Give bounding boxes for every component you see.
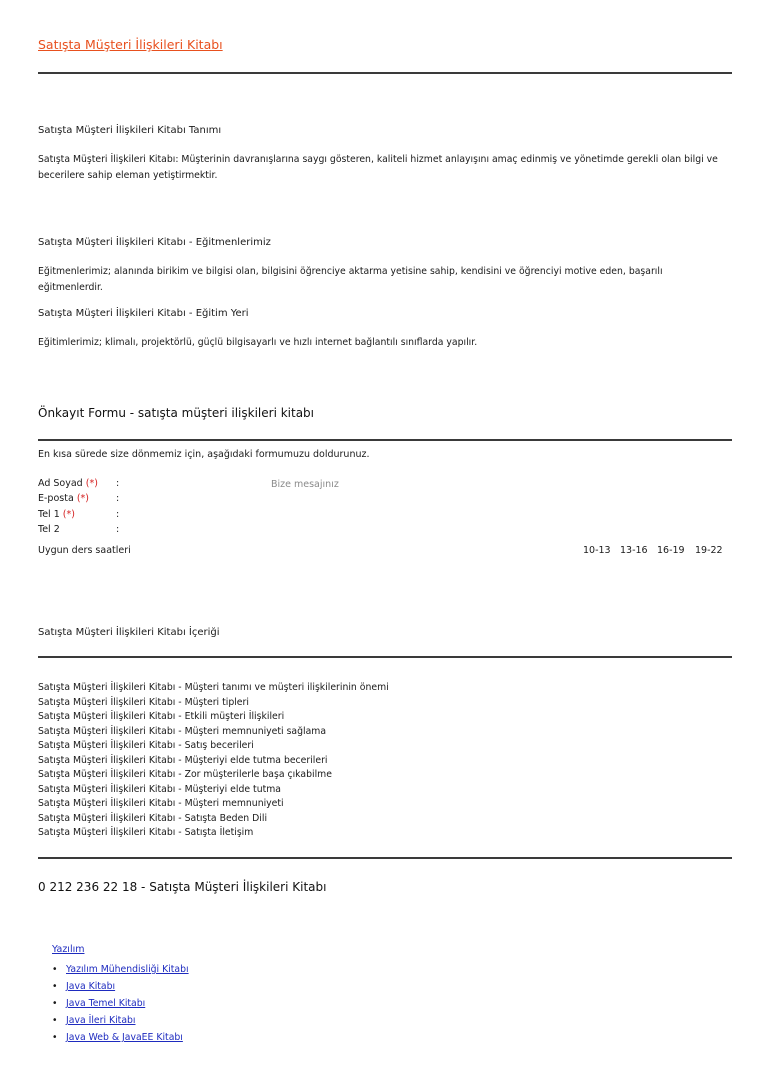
list-item: Satışta Müşteri İlişkileri Kitabı - Müşteri memnuniyeti bbox=[38, 798, 284, 809]
form-title: Önkayıt Formu - satışta müşteri ilişkileri kitabı bbox=[38, 406, 315, 420]
content-divider bbox=[38, 656, 732, 658]
hour-option[interactable]: 16-19 bbox=[657, 545, 685, 556]
list-item: Satışta Müşteri İlişkileri Kitabı - Müşteriyi elde tutma bbox=[38, 783, 281, 795]
tel1-field-colon: : bbox=[116, 509, 120, 520]
bullet: • bbox=[52, 1015, 58, 1026]
page-title-link[interactable]: Satışta Müşteri İlişkileri Kitabı bbox=[38, 37, 223, 52]
header-divider bbox=[38, 72, 732, 74]
content-heading: Satışta Müşteri İlişkileri Kitabı İçeriği bbox=[38, 627, 220, 638]
content-list bbox=[38, 681, 389, 841]
tel2-field-label: Tel 2 bbox=[38, 524, 60, 535]
list-item bbox=[52, 978, 189, 995]
required-mark: (*) bbox=[76, 493, 89, 504]
tel2-field-colon: : bbox=[116, 524, 120, 535]
bullet: • bbox=[52, 998, 58, 1009]
list-item bbox=[52, 1012, 189, 1029]
required-mark: (*) bbox=[62, 509, 75, 520]
name-field-colon: : bbox=[116, 478, 120, 489]
instructors-text: Eğitmenlerimiz; alanında birikim ve bilgisi olan, bilgisini öğrenciye aktarma yetisine sahip, kendisini ve öğrenciyi motive eden, başarılı eğitmenlerdir. bbox=[38, 266, 663, 293]
list-item: Satışta Müşteri İlişkileri Kitabı - Satışta İletişim bbox=[38, 827, 254, 838]
related-link[interactable]: Java Kitabı bbox=[66, 981, 116, 992]
hour-option[interactable]: 10-13 bbox=[583, 545, 611, 556]
related-link[interactable]: Java Web & JavaEE Kitabı bbox=[66, 1032, 183, 1043]
hours-label: Uygun ders saatleri bbox=[38, 545, 131, 556]
message-textarea[interactable]: Bize mesajınız bbox=[271, 479, 339, 490]
list-item bbox=[52, 961, 189, 978]
list-item: Satışta Müşteri İlişkileri Kitabı - Satış becerileri bbox=[38, 740, 254, 751]
list-item: Satışta Müşteri İlişkileri Kitabı - Müşteri tanımı ve müşteri ilişkilerinin önemi bbox=[38, 682, 389, 693]
location-heading: Satışta Müşteri İlişkileri Kitabı - Eğitim Yeri bbox=[38, 308, 249, 319]
related-link[interactable]: Yazılım Mühendisliği Kitabı bbox=[66, 964, 189, 975]
form-intro: En kısa sürede size dönmemiz için, aşağıdaki formumuzu doldurunuz. bbox=[38, 449, 370, 460]
bullet: • bbox=[52, 964, 58, 975]
bullet: • bbox=[52, 1032, 58, 1043]
related-links-list bbox=[52, 961, 189, 1046]
definition-text: Satışta Müşteri İlişkileri Kitabı: Müşterinin davranışlarına saygı gösteren, kaliteli hizmet anlayışını amaç edinmiş ve yönetimde gerekli olan bilgi ve becerilere sahip eleman yetiştirmektir. bbox=[38, 154, 718, 181]
bullet: • bbox=[52, 981, 58, 992]
email-field-label: E-posta (*) bbox=[38, 493, 89, 504]
category-link[interactable]: Yazılım bbox=[52, 944, 85, 955]
list-item bbox=[52, 995, 189, 1012]
list-item: Satışta Müşteri İlişkileri Kitabı - Etkili müşteri İlişkileri bbox=[38, 711, 285, 722]
list-item: Satışta Müşteri İlişkileri Kitabı - Satışta Beden Dili bbox=[38, 812, 268, 824]
hour-option[interactable]: 13-16 bbox=[620, 545, 648, 556]
footer-divider bbox=[38, 857, 732, 859]
name-field-label: Ad Soyad (*) bbox=[38, 478, 98, 489]
list-item: Satışta Müşteri İlişkileri Kitabı - Müşteri tipleri bbox=[38, 696, 249, 708]
list-item: Satışta Müşteri İlişkileri Kitabı - Zor müşterilerle başa çıkabilme bbox=[38, 769, 332, 780]
related-link[interactable]: Java Temel Kitabı bbox=[66, 998, 146, 1009]
tel1-field-label: Tel 1 (*) bbox=[38, 509, 75, 520]
list-item bbox=[52, 1029, 189, 1046]
instructors-heading: Satışta Müşteri İlişkileri Kitabı - Eğitmenlerimiz bbox=[38, 237, 271, 248]
hour-option[interactable]: 19-22 bbox=[695, 545, 723, 556]
definition-heading: Satışta Müşteri İlişkileri Kitabı Tanımı bbox=[38, 125, 222, 136]
list-item: Satışta Müşteri İlişkileri Kitabı - Müşteri memnuniyeti sağlama bbox=[38, 725, 327, 737]
required-mark: (*) bbox=[85, 478, 98, 489]
form-divider bbox=[38, 439, 732, 441]
list-item: Satışta Müşteri İlişkileri Kitabı - Müşteriyi elde tutma becerileri bbox=[38, 754, 328, 766]
related-link[interactable]: Java İleri Kitabı bbox=[66, 1015, 136, 1026]
email-field-colon: : bbox=[116, 493, 120, 504]
phone-line: 0 212 236 22 18 - Satışta Müşteri İlişkileri Kitabı bbox=[38, 880, 327, 894]
location-text: Eğitimlerimiz; klimalı, projektörlü, güçlü bilgisayarlı ve hızlı internet bağlantılı sınıflarda yapılır. bbox=[38, 337, 478, 348]
